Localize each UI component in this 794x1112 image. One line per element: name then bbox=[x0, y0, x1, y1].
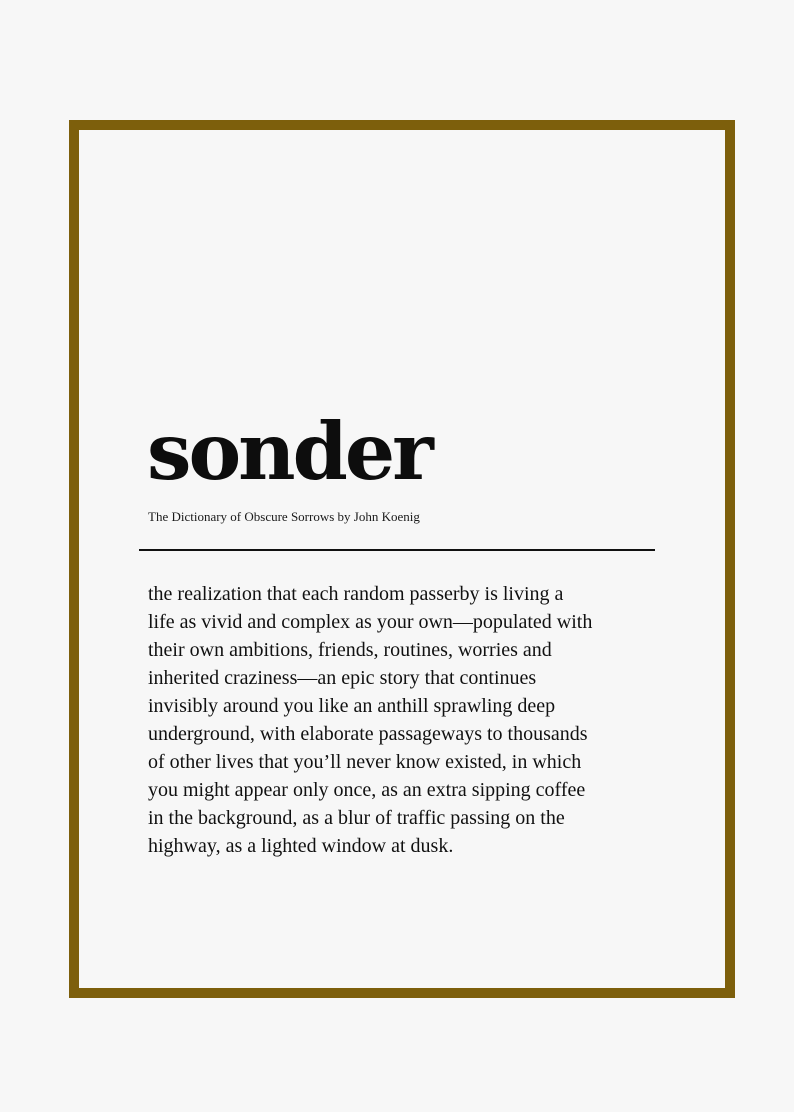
divider-rule bbox=[139, 549, 655, 551]
definition-line: invisibly around you like an anthill sprawling deep bbox=[148, 695, 556, 717]
definition-line: in the background, as a blur of traffic passing on the bbox=[148, 807, 565, 829]
definition-line: you might appear only once, as an extra sipping coffee bbox=[148, 779, 586, 801]
definition-line: the realization that each random passerby is living a bbox=[148, 583, 564, 605]
definition-line: life as vivid and complex as your own—populated with bbox=[148, 611, 593, 633]
definition-line: inherited craziness—an epic story that continues bbox=[148, 667, 537, 689]
definition-line: their own ambitions, friends, routines, worries and bbox=[148, 639, 552, 661]
definition-line: highway, as a lighted window at dusk. bbox=[148, 835, 454, 857]
definition-line: underground, with elaborate passageways to thousands bbox=[148, 723, 588, 745]
dictionary-word: sonder bbox=[147, 405, 431, 498]
source-attribution: The Dictionary of Obscure Sorrows by John Koenig bbox=[148, 509, 420, 524]
poster-frame bbox=[69, 120, 735, 998]
definition-line: of other lives that you’ll never know existed, in which bbox=[148, 751, 582, 773]
definition-text bbox=[148, 580, 592, 860]
